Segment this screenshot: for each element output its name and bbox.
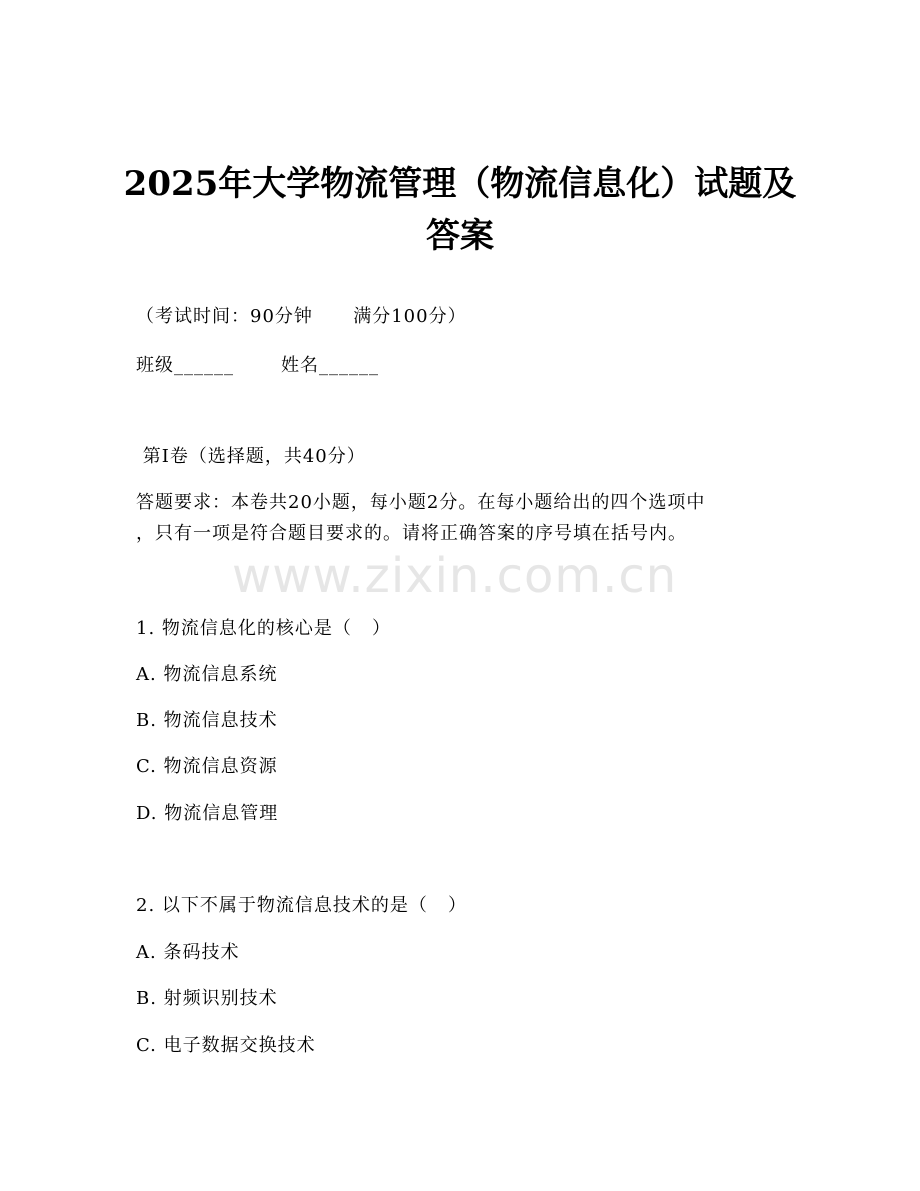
section-heading: 第Ⅰ卷（选择题，共40分） xyxy=(136,446,366,467)
exam-info: （考试时间：90分钟 满分100分） xyxy=(136,306,467,327)
question-2-option-a: A. 条码技术 xyxy=(136,942,240,963)
question-2-option-b: B. 射频识别技术 xyxy=(136,988,278,1009)
instructions-line-1: 答题要求：本卷共20小题，每小题2分。在每小题给出的四个选项中 xyxy=(136,492,706,513)
question-2-stem: 2. 以下不属于物流信息技术的是（ ） xyxy=(136,895,468,916)
question-1-option-a: A. 物流信息系统 xyxy=(136,664,278,685)
class-name-fields: 班级______ 姓名______ xyxy=(136,355,380,376)
watermark: www.zixin.com.cn xyxy=(232,548,678,604)
document-title-line-2: 答案 xyxy=(426,216,494,256)
question-2-option-c: C. 电子数据交换技术 xyxy=(136,1035,316,1056)
question-1-option-c: C. 物流信息资源 xyxy=(136,756,278,777)
question-1-stem: 1. 物流信息化的核心是（ ） xyxy=(136,618,392,639)
question-1-option-b: B. 物流信息技术 xyxy=(136,710,278,731)
question-1-option-d: D. 物流信息管理 xyxy=(136,803,279,824)
instructions-line-2: ，只有一项是符合题目要求的。请将正确答案的序号填在括号内。 xyxy=(136,523,687,544)
document-title-line-1: 2025年大学物流管理（物流信息化）试题及 xyxy=(123,164,797,204)
